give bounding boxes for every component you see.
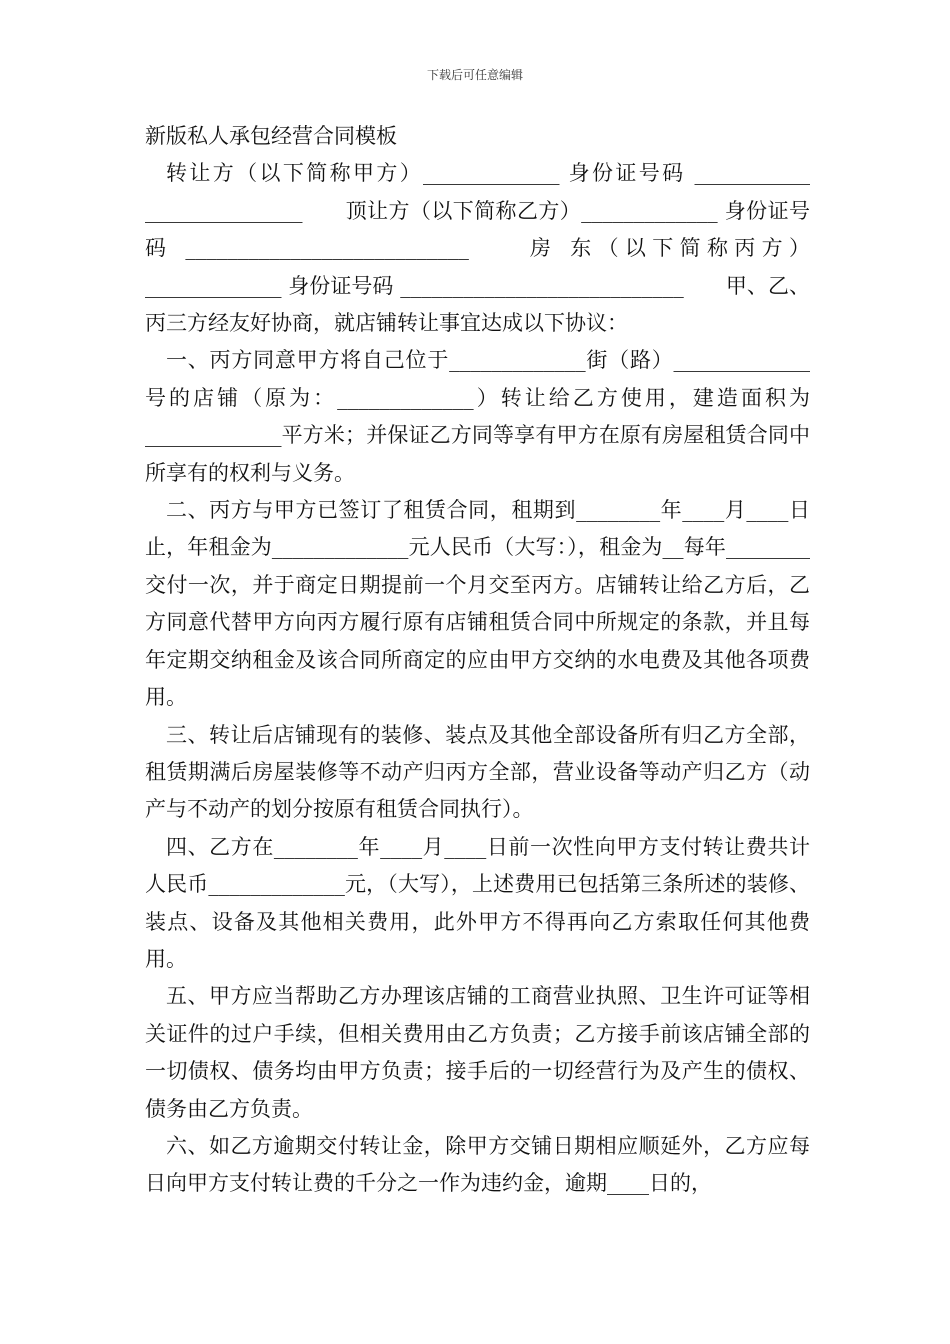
page-header-note: 下载后可任意编辑 (426, 68, 523, 82)
paragraph-clause-4: 四、乙方在________年____月____日前一次性向甲方支付转让费共计人民币_____________元，（大写），上述费用已包括第三条所述的装修、装点、设备及其他相关费用，此外甲方不得再向乙方索取任何其他费用。 (145, 834, 810, 971)
paragraph-clause-3: 三、转让后店铺现有的装修、装点及其他全部设备所有归乙方全部，租赁期满后房屋装修等不动产归丙方全部，营业设备等动产归乙方（动产与不动产的划分按原有租赁合同执行）。 (145, 722, 810, 822)
paragraph-parties: 转让方（以下简称甲方）_____________ 身份证号码 ___________ _______________ 顶让方（以下简称乙方）_____________ 身份证号码 ___________________________ 房 东（以下简称丙方）_____________ 身份证号码 ___________________________ 甲、乙、丙三方经友好协商，就店铺转让事宜达成以下协议： (145, 161, 810, 336)
document-body (145, 118, 810, 1203)
paragraph-clause-1: 一、丙方同意甲方将自己位于_____________街（路）_____________号的店铺（原为：_____________）转让给乙方使用，建造面积为_____________平方米；并保证乙方同等享有甲方在原有房屋租赁合同中所享有的权利与义务。 (145, 348, 810, 485)
paragraph-clause-2: 二、丙方与甲方已签订了租赁合同，租期到________年____月____日止，年租金为_____________元人民币（大写：），租金为__每年________交付一次，并于商定日期提前一个月交至丙方。店铺转让给乙方后，乙方同意代替甲方向丙方履行原有店铺租赁合同中所规定的条款，并且每年定期交纳租金及该合同所商定的应由甲方交纳的水电费及其他各项费用。 (145, 498, 810, 710)
paragraph-clause-5: 五、甲方应当帮助乙方办理该店铺的工商营业执照、卫生许可证等相关证件的过户手续，但相关费用由乙方负责；乙方接手前该店铺全部的一切债权、债务均由甲方负责；接手后的一切经营行为及产生的债权、债务由乙方负责。 (145, 984, 810, 1121)
paragraph-clause-6: 六、如乙方逾期交付转让金，除甲方交铺日期相应顺延外，乙方应每日向甲方支付转让费的千分之一作为违约金，逾期____日的， (145, 1133, 810, 1196)
document-title: 新版私人承包经营合同模板 (145, 124, 397, 148)
